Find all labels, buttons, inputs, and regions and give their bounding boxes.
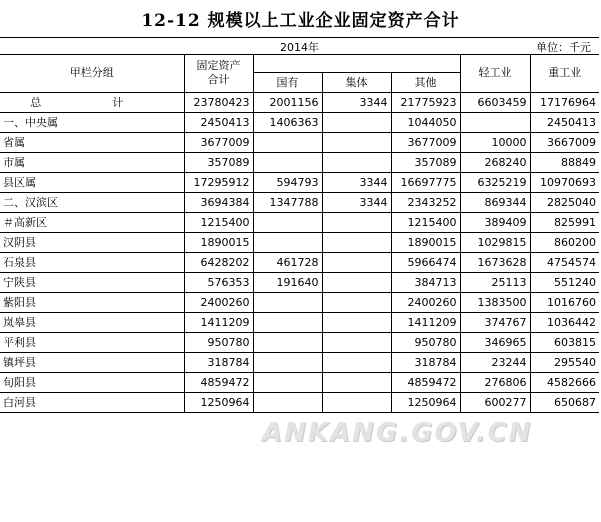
- col-header-group: 甲栏分组: [0, 54, 184, 93]
- cell-heavy: 1016760: [530, 293, 599, 313]
- cell-light: 374767: [460, 313, 530, 333]
- cell-state: [253, 293, 322, 313]
- cell-other: 1411209: [391, 313, 460, 333]
- cell-other: 1250964: [391, 393, 460, 413]
- cell-heavy: 650687: [530, 393, 599, 413]
- cell-total: 357089: [184, 153, 253, 173]
- col-header-other: 其他: [391, 73, 460, 93]
- cell-other: 1890015: [391, 233, 460, 253]
- cell-state: 1347788: [253, 193, 322, 213]
- row-label: 一、中央属: [0, 113, 184, 133]
- cell-heavy: 551240: [530, 273, 599, 293]
- cell-other: 16697775: [391, 173, 460, 193]
- cell-other: 384713: [391, 273, 460, 293]
- cell-total: 23780423: [184, 93, 253, 113]
- table-row: [0, 193, 599, 213]
- cell-total: 2450413: [184, 113, 253, 133]
- cell-light: 10000: [460, 133, 530, 153]
- cell-light: 600277: [460, 393, 530, 413]
- table-row: [0, 93, 599, 113]
- cell-total: 4859472: [184, 373, 253, 393]
- sub-header-row: [0, 38, 599, 54]
- year-label: 2014年: [280, 41, 319, 54]
- cell-state: [253, 353, 322, 373]
- cell-light: 6325219: [460, 173, 530, 193]
- watermark: ANKANG.GOV.CN: [262, 418, 533, 448]
- cell-total: 318784: [184, 353, 253, 373]
- cell-heavy: 17176964: [530, 93, 599, 113]
- cell-state: [253, 153, 322, 173]
- cell-state: 191640: [253, 273, 322, 293]
- table-row: [0, 393, 599, 413]
- row-label: 二、汉滨区: [0, 193, 184, 213]
- cell-collective: 3344: [322, 93, 391, 113]
- cell-heavy: 2450413: [530, 113, 599, 133]
- unit-label: 单位：千元: [536, 41, 591, 54]
- cell-heavy: 4754574: [530, 253, 599, 273]
- cell-light: 276806: [460, 373, 530, 393]
- table-row: [0, 153, 599, 173]
- cell-light: 346965: [460, 333, 530, 353]
- fixed-assets-table: [0, 54, 599, 413]
- table-row: [0, 313, 599, 333]
- cell-other: 1044050: [391, 113, 460, 133]
- col-header-total: [184, 54, 253, 93]
- row-label: 省属: [0, 133, 184, 153]
- cell-light: 23244: [460, 353, 530, 373]
- cell-collective: 3344: [322, 193, 391, 213]
- cell-other: 5966474: [391, 253, 460, 273]
- cell-state: [253, 233, 322, 253]
- cell-heavy: 1036442: [530, 313, 599, 333]
- cell-state: [253, 333, 322, 353]
- cell-other: 2400260: [391, 293, 460, 313]
- cell-light: 25113: [460, 273, 530, 293]
- row-label: 平利县: [0, 333, 184, 353]
- cell-other: 1215400: [391, 213, 460, 233]
- cell-heavy: 4582666: [530, 373, 599, 393]
- cell-total: 6428202: [184, 253, 253, 273]
- table-row: [0, 373, 599, 393]
- cell-heavy: 2825040: [530, 193, 599, 213]
- cell-heavy: 88849: [530, 153, 599, 173]
- col-header-collective: 集体: [322, 73, 391, 93]
- cell-collective: [322, 213, 391, 233]
- row-label: 汉阴县: [0, 233, 184, 253]
- cell-collective: [322, 273, 391, 293]
- cell-collective: [322, 253, 391, 273]
- row-label: 县区属: [0, 173, 184, 193]
- col-header-total-line1: 固定资产: [196, 59, 241, 72]
- cell-total: 576353: [184, 273, 253, 293]
- cell-state: [253, 373, 322, 393]
- row-label: 旬阳县: [0, 373, 184, 393]
- row-label: 宁陕县: [0, 273, 184, 293]
- cell-heavy: 3667009: [530, 133, 599, 153]
- table-row: [0, 353, 599, 373]
- row-label: 总 计: [0, 93, 184, 113]
- row-label: 紫阳县: [0, 293, 184, 313]
- cell-light: 268240: [460, 153, 530, 173]
- cell-light: [460, 113, 530, 133]
- cell-state: 461728: [253, 253, 322, 273]
- header-row: [0, 54, 599, 73]
- cell-other: 21775923: [391, 93, 460, 113]
- table-row: [0, 113, 599, 133]
- cell-collective: [322, 353, 391, 373]
- row-label: 石泉县: [0, 253, 184, 273]
- cell-collective: [322, 153, 391, 173]
- table-row: [0, 133, 599, 153]
- table-row: [0, 253, 599, 273]
- cell-light: 389409: [460, 213, 530, 233]
- cell-other: 3677009: [391, 133, 460, 153]
- cell-other: 2343252: [391, 193, 460, 213]
- row-label: 白河县: [0, 393, 184, 413]
- cell-state: 594793: [253, 173, 322, 193]
- col-header-state: 国有: [253, 73, 322, 93]
- cell-total: 1215400: [184, 213, 253, 233]
- cell-other: 4859472: [391, 373, 460, 393]
- cell-heavy: 10970693: [530, 173, 599, 193]
- row-label: ＃高新区: [0, 213, 184, 233]
- cell-state: 2001156: [253, 93, 322, 113]
- cell-total: 1890015: [184, 233, 253, 253]
- cell-collective: [322, 113, 391, 133]
- cell-collective: [322, 293, 391, 313]
- cell-collective: [322, 373, 391, 393]
- col-header-total-line2: 合计: [207, 73, 230, 86]
- cell-state: [253, 313, 322, 333]
- cell-other: 950780: [391, 333, 460, 353]
- cell-total: 3694384: [184, 193, 253, 213]
- col-header-ownership-blank: [253, 54, 460, 73]
- cell-total: 1250964: [184, 393, 253, 413]
- cell-collective: [322, 333, 391, 353]
- cell-collective: [322, 313, 391, 333]
- cell-total: 17295912: [184, 173, 253, 193]
- cell-collective: [322, 393, 391, 413]
- cell-other: 318784: [391, 353, 460, 373]
- cell-light: 869344: [460, 193, 530, 213]
- cell-light: 1673628: [460, 253, 530, 273]
- cell-state: [253, 393, 322, 413]
- cell-light: 1029815: [460, 233, 530, 253]
- cell-other: 357089: [391, 153, 460, 173]
- cell-heavy: 860200: [530, 233, 599, 253]
- cell-total: 2400260: [184, 293, 253, 313]
- cell-light: 6603459: [460, 93, 530, 113]
- cell-total: 3677009: [184, 133, 253, 153]
- row-label: 岚皋县: [0, 313, 184, 333]
- table-row: [0, 213, 599, 233]
- table-row: [0, 233, 599, 253]
- col-header-light: 轻工业: [460, 54, 530, 93]
- cell-collective: [322, 133, 391, 153]
- cell-light: 1383500: [460, 293, 530, 313]
- row-label: 市属: [0, 153, 184, 173]
- cell-collective: [322, 233, 391, 253]
- cell-total: 1411209: [184, 313, 253, 333]
- cell-state: [253, 213, 322, 233]
- table-title: 12-12 规模以上工业企业固定资产合计: [141, 11, 460, 31]
- table-row: [0, 293, 599, 313]
- col-header-heavy: 重工业: [530, 54, 599, 93]
- table-row: [0, 273, 599, 293]
- row-label: 镇坪县: [0, 353, 184, 373]
- cell-heavy: 603815: [530, 333, 599, 353]
- table-row: [0, 173, 599, 193]
- cell-state: 1406363: [253, 113, 322, 133]
- table-body: [0, 93, 599, 413]
- cell-total: 950780: [184, 333, 253, 353]
- table-row: [0, 333, 599, 353]
- cell-state: [253, 133, 322, 153]
- cell-collective: 3344: [322, 173, 391, 193]
- cell-heavy: 295540: [530, 353, 599, 373]
- cell-heavy: 825991: [530, 213, 599, 233]
